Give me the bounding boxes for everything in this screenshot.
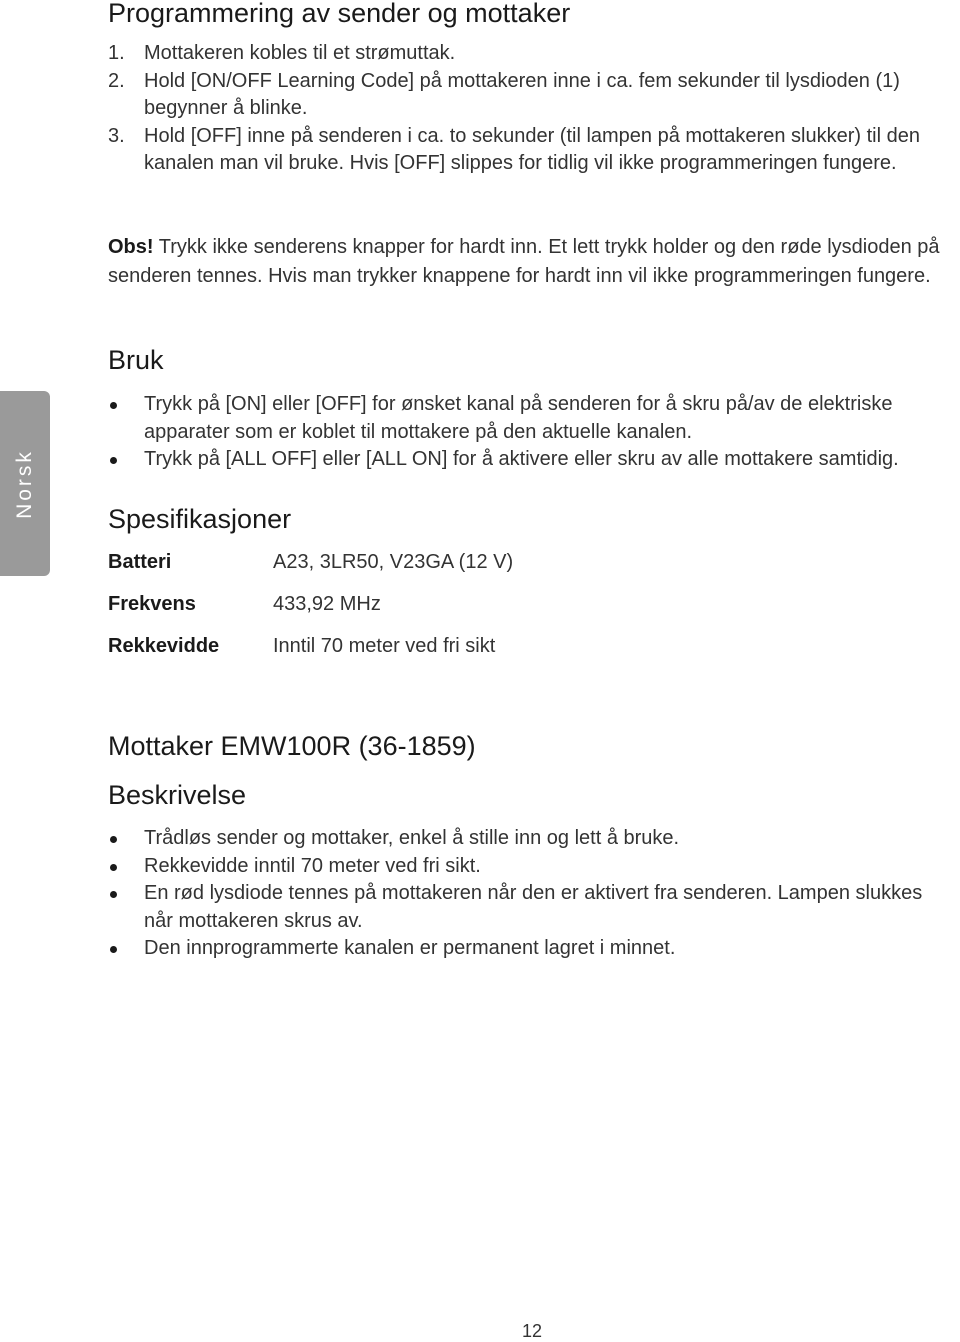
bullet-icon xyxy=(110,402,117,409)
note-paragraph xyxy=(108,233,953,290)
spec-value: 433,92 MHz xyxy=(273,593,381,615)
note-text: Trykk ikke senderens knapper for hardt inn. Et lett trykk holder og den røde lysdioden på senderen tennes. Hvis man trykker knappene for hardt inn vil ikke programmeringen fungere. xyxy=(108,236,940,287)
step-number: 2. xyxy=(108,69,125,92)
spec-label: Rekkevidde xyxy=(108,635,220,657)
bullet-icon xyxy=(110,457,117,464)
spec-label: Batteri xyxy=(108,551,172,573)
spec-value: A23, 3LR50, V23GA (12 V) xyxy=(273,551,514,573)
description-list xyxy=(108,825,953,963)
spec-label: Frekvens xyxy=(108,593,196,615)
list-item-text: Trykk på [ALL OFF] eller [ALL ON] for å aktivere eller skru av alle mottakere samtidig. xyxy=(144,448,899,470)
note-label: Obs! xyxy=(108,236,154,258)
section-title-mottaker: Mottaker EMW100R (36-1859) xyxy=(108,731,476,761)
list-item xyxy=(108,40,953,68)
spec-value: Inntil 70 meter ved fri sikt xyxy=(273,635,496,657)
list-item xyxy=(108,853,953,881)
bullet-icon xyxy=(110,946,117,953)
section-title-bruk: Bruk xyxy=(108,345,164,375)
language-side-tab xyxy=(0,391,50,576)
list-item xyxy=(108,880,953,935)
list-item-text: Rekkevidde inntil 70 meter ved fri sikt. xyxy=(144,854,481,877)
list-item xyxy=(108,825,953,853)
step-number: 3. xyxy=(108,124,125,147)
bullet-icon xyxy=(110,864,117,871)
bullet-icon xyxy=(110,891,117,898)
step-text: Mottakeren kobles til et strømuttak. xyxy=(144,42,456,64)
list-item xyxy=(108,391,953,446)
section-title-programmering: Programmering av sender og mottaker xyxy=(108,0,571,28)
list-item xyxy=(108,446,953,474)
list-item xyxy=(108,935,953,963)
page-number: 12 xyxy=(521,1321,543,1341)
list-item-text: Den innprogrammerte kanalen er permanent lagret i minnet. xyxy=(144,937,676,959)
usage-list xyxy=(108,391,953,474)
bullet-icon xyxy=(110,836,117,843)
step-text: Hold [OFF] inne på senderen i ca. to sekunder (til lampen på mottakeren slukker) til den kanalen man vil bruke. Hvis [OFF] slippes for tidlig vil ikke programmeringen fungere. xyxy=(144,124,920,174)
section-subtitle-beskrivelse: Beskrivelse xyxy=(108,780,247,810)
list-item xyxy=(108,123,953,178)
list-item xyxy=(108,68,953,123)
step-text: Hold [ON/OFF Learning Code] på mottakeren inne i ca. fem sekunder til lysdioden (1) begynner å blinke. xyxy=(144,69,900,119)
list-item-text: Trådløs sender og mottaker, enkel å stille inn og lett å bruke. xyxy=(144,827,680,849)
language-label: Norsk xyxy=(13,448,36,519)
list-item-text: En rød lysdiode tennes på mottakeren når den er aktivert fra senderen. Lampen slukkes når mottakeren skrus av. xyxy=(144,882,923,932)
step-number: 1. xyxy=(108,42,125,64)
list-item-text: Trykk på [ON] eller [OFF] for ønsket kanal på senderen for å skru på/av de elektriske apparater som er koblet til mottakere på den aktuelle kanalen. xyxy=(144,393,893,443)
programming-steps-list xyxy=(108,40,953,178)
section-title-spesifikasjoner: Spesifikasjoner xyxy=(108,504,292,534)
